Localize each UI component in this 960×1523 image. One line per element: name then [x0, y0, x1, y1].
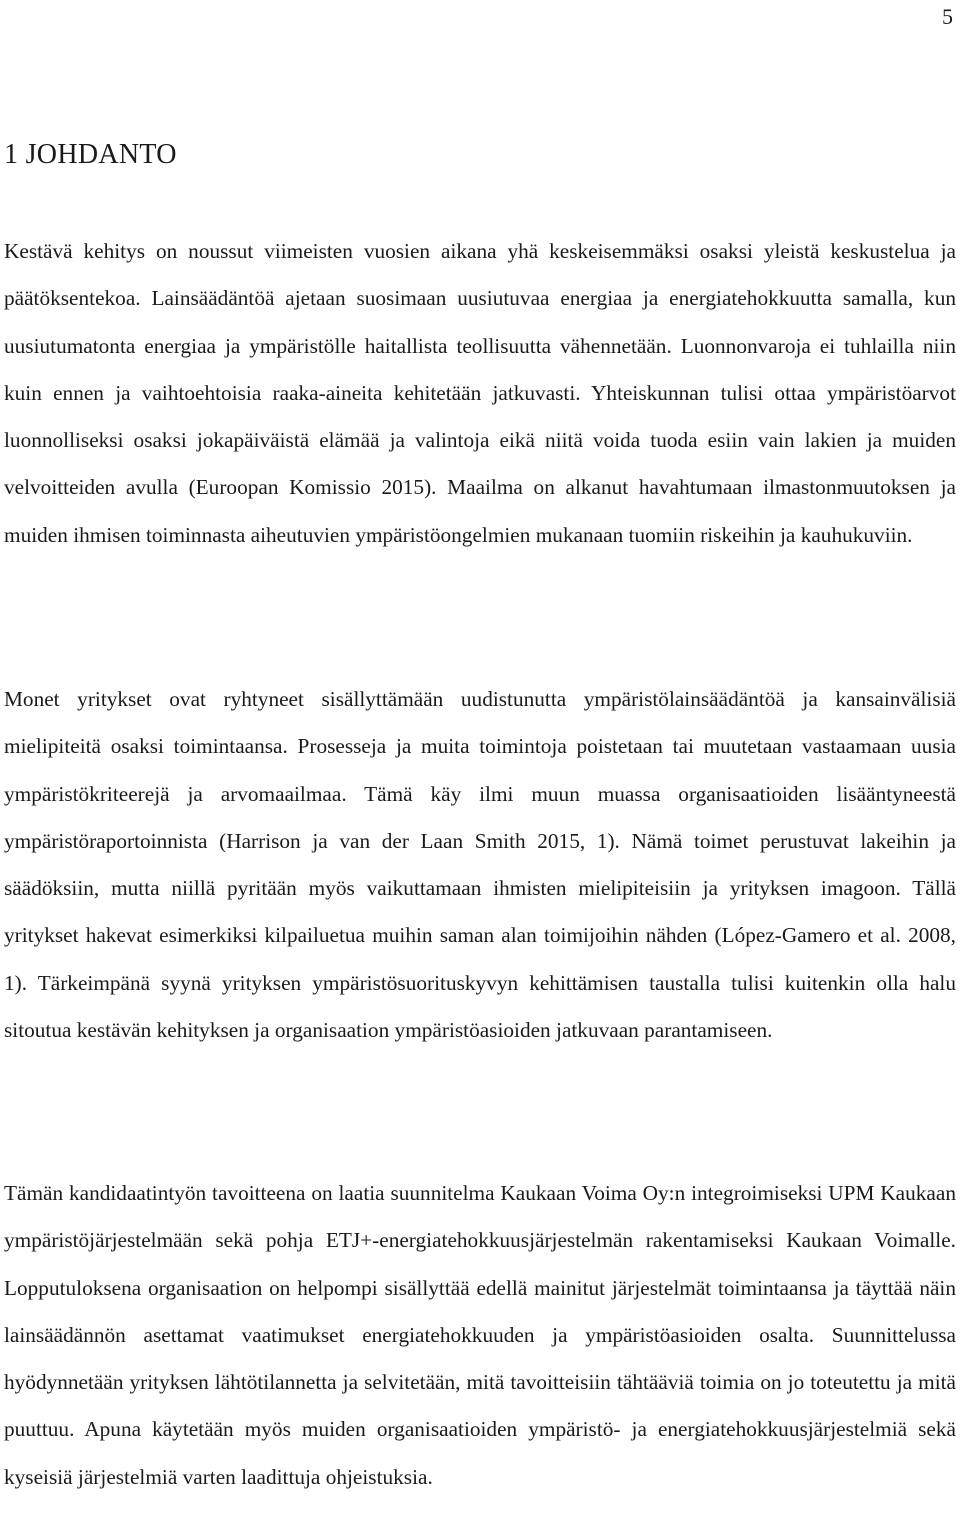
paragraph-3: Tämän kandidaatintyön tavoitteena on laatia suunnitelma Kaukaan Voima Oy:n integroimiseksi UPM Kaukaan ympäristöjärjestelmään sekä pohja ETJ+-energiatehokkuusjärjestelmän rakentamiseksi Kaukaan Voimalle. Lopputuloksena organisaation on helpompi sisällyttää edellä mainitut järjestelmät toimintaansa ja täyttää näin lainsäädännön asettamat vaatimukset energiatehokkuuden ja ympäristöasioiden osalta. Suunnittelussa hyödynnetään yrityksen lähtötilannetta ja selvitetään, mitä tavoitteisiin tähtääviä toimia on jo toteutettu ja mitä puuttuu. Apuna käytetään myös muiden organisaatioiden ympäristö- ja energiatehokkuusjärjestelmiä sekä kyseisiä järjestelmiä varten laadittuja ohjeistuksia.	[4, 1181, 956, 1489]
page-number: 5	[942, 4, 953, 29]
chapter-heading: 1 JOHDANTO	[4, 139, 177, 170]
paragraph-2: Monet yritykset ovat ryhtyneet sisällyttämään uudistunutta ympäristölainsäädäntöä ja kansainvälisiä mielipiteitä osaksi toimintaansa. Prosesseja ja muita toimintoja poistetaan tai muutetaan vastaamaan uusia ympäristökriteerejä ja arvomaailmaa. Tämä käy ilmi muun muassa organisaatioiden lisääntyneestä ympäristöraportoinnista (Harrison ja van der Laan Smith 2015, 1). Nämä toimet perustuvat lakeihin ja säädöksiin, mutta niillä pyritään myös vaikuttamaan ihmisten mielipiteisiin ja yrityksen imagoon. Tällä yritykset hakevat esimerkiksi kilpailuetua muihin saman alan toimijoihin nähden (López-Gamero et al. 2008, 1). Tärkeimpänä syynä yrityksen ympäristösuorituskyvyn kehittämisen taustalla tulisi kuitenkin olla halu sitoutua kestävän kehityksen ja organisaation ympäristöasioiden jatkuvaan parantamiseen.	[4, 687, 956, 1043]
paragraph-1: Kestävä kehitys on noussut viimeisten vuosien aikana yhä keskeisemmäksi osaksi yleistä keskustelua ja päätöksentekoa. Lainsäädäntöä ajetaan suosimaan uusiutuvaa energiaa ja energiatehokkuutta samalla, kun uusiutumatonta energiaa ja ympäristölle haitallista teollisuutta vähennetään. Luonnonvaroja ei tuhlailla niin kuin ennen ja vaihtoehtoisia raaka-aineita kehitetään jatkuvasti. Yhteiskunnan tulisi ottaa ympäristöarvot luonnolliseksi osaksi jokapäiväistä elämää ja valintoja eikä niitä voida tuoda esiin vain lakien ja muiden velvoitteiden avulla (Euroopan Komissio 2015). Maailma on alkanut havahtumaan ilmastonmuutoksen ja muiden ihmisen toiminnasta aiheutuvien ympäristöongelmien mukanaan tuomiin riskeihin ja kauhukuviin.	[4, 239, 956, 547]
